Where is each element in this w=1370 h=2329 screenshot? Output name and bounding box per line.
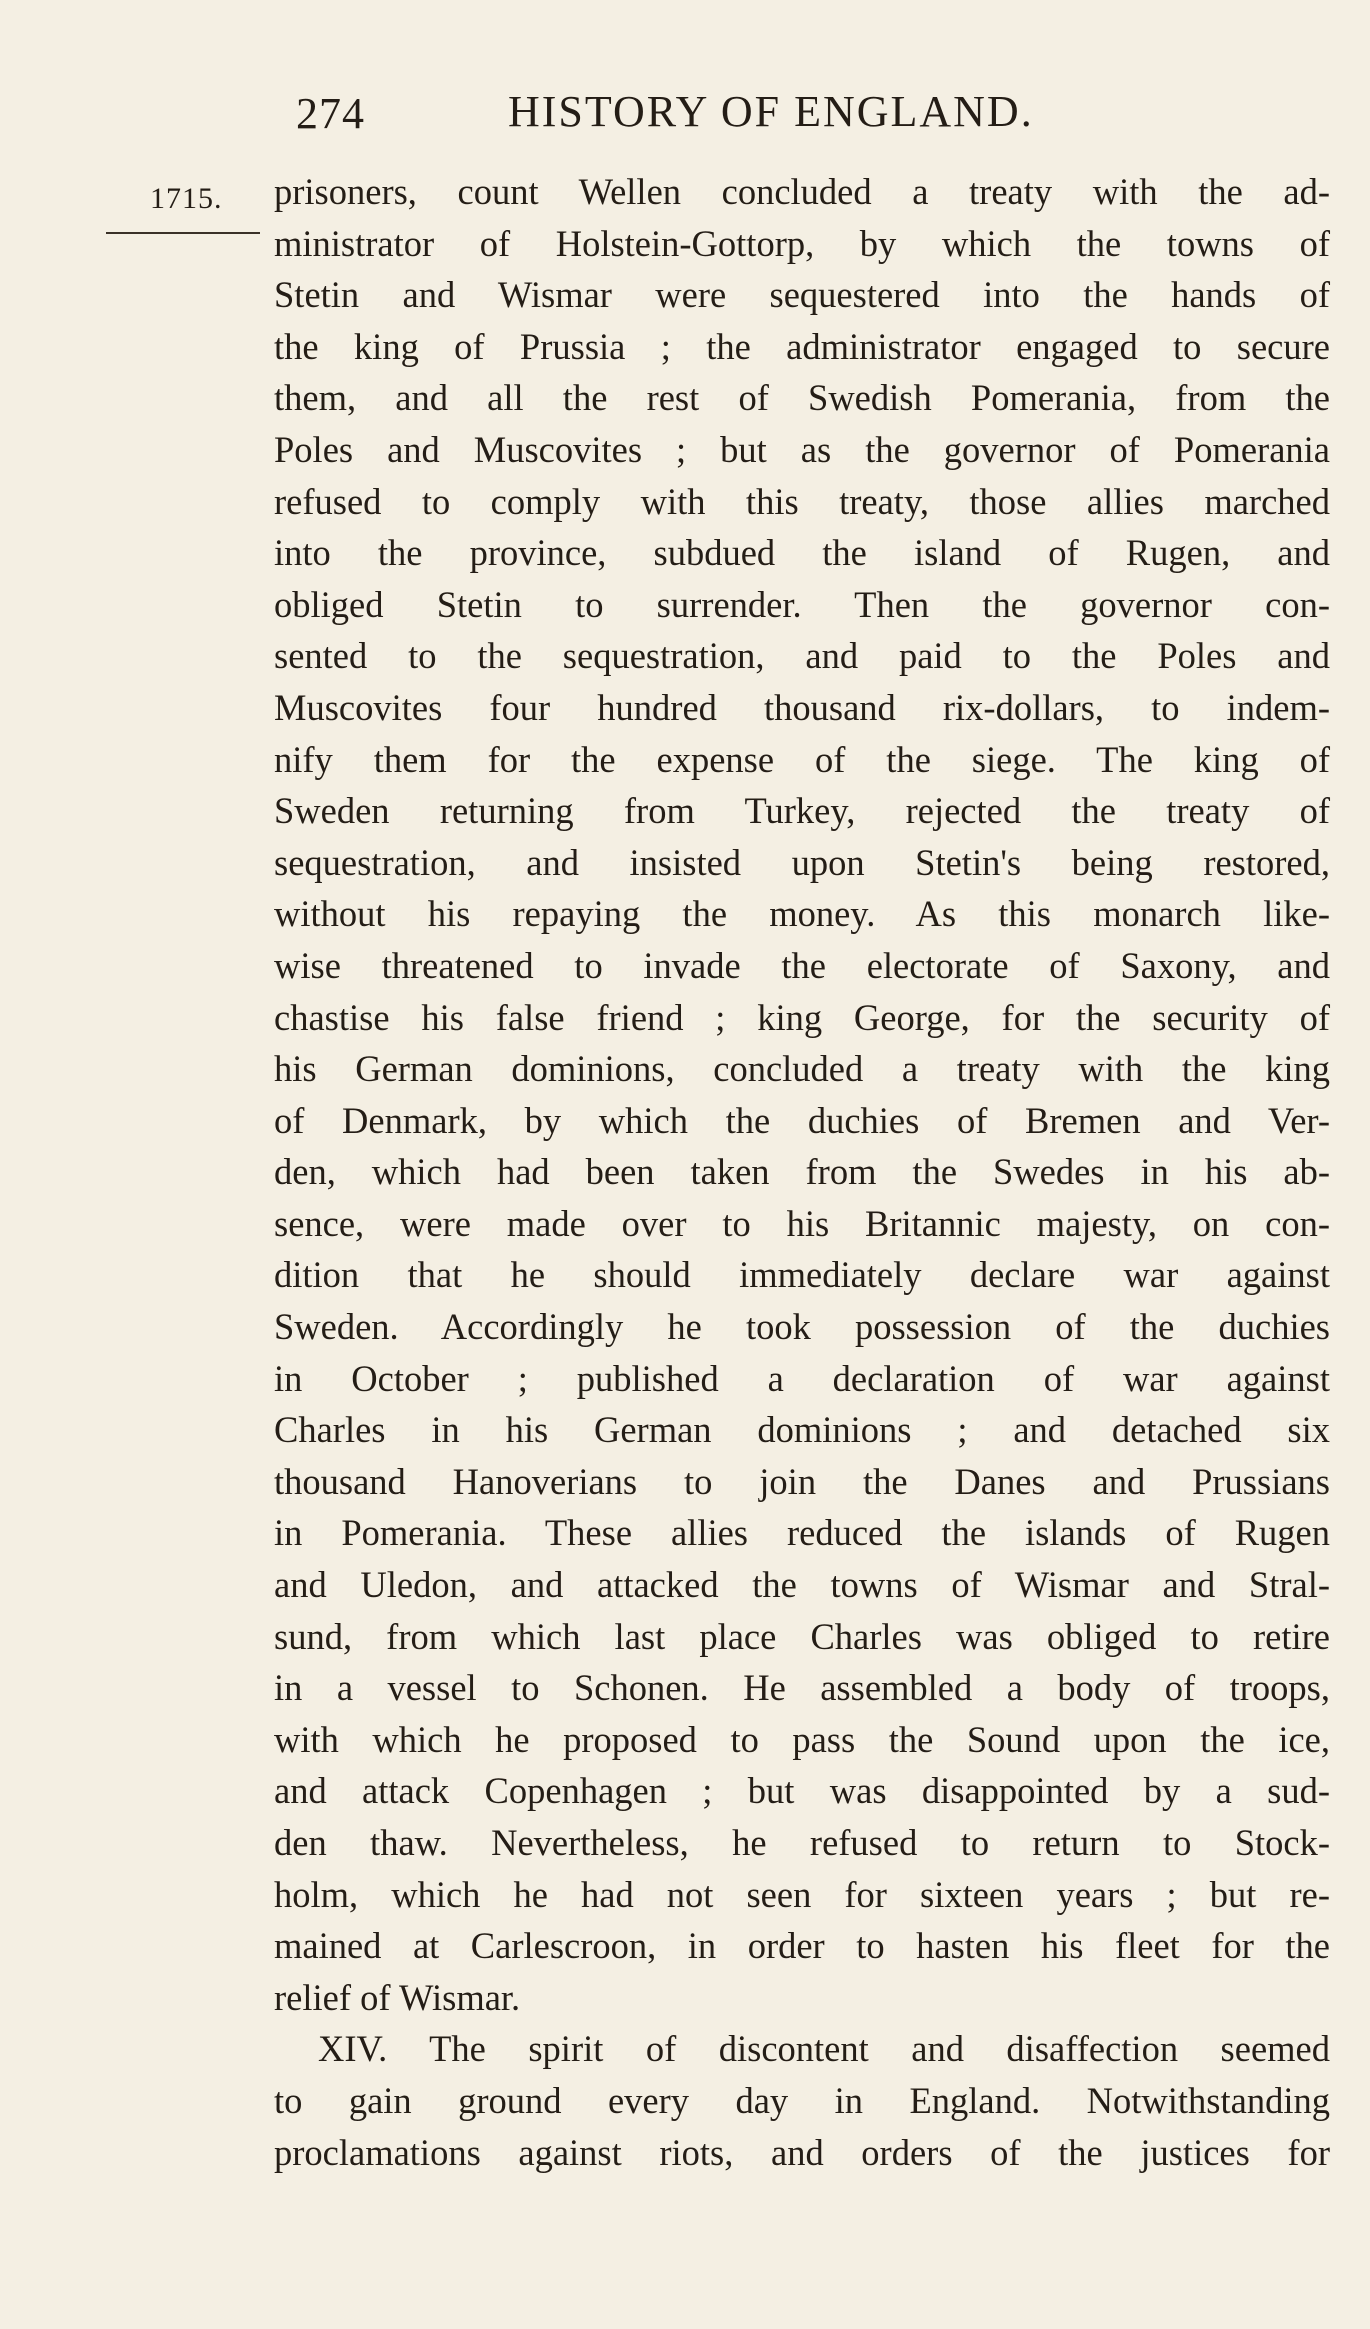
body-text: [274, 166, 1330, 2178]
text-line: in October ; published a declaration of war against: [274, 1357, 1330, 1399]
text-line: of Denmark, by which the duchies of Bremen and Ver-: [274, 1099, 1330, 1141]
text-line: Stetin and Wismar were sequestered into the hands of: [274, 274, 1330, 316]
text-line: ministrator of Holstein-Gottorp, by which the towns of: [274, 222, 1330, 264]
running-head: HISTORY OF ENGLAND.: [508, 87, 1034, 136]
text-line: in Pomerania. These allies reduced the islands of Rugen: [274, 1512, 1330, 1554]
text-line: dition that he should immediately declare war against: [274, 1254, 1330, 1296]
text-line: nify them for the expense of the siege. The king of: [274, 738, 1330, 780]
text-line: proclamations against riots, and orders of the justices for: [274, 2131, 1330, 2173]
text-line: sented to the sequestration, and paid to the Poles and: [274, 635, 1330, 677]
section-heading-line: XIV. The spirit of discontent and disaffection seemed: [318, 2028, 1330, 2070]
text-line: Muscovites four hundred thousand rix-dollars, to indem-: [274, 686, 1330, 728]
text-line: Sweden. Accordingly he took possession of the duchies: [274, 1306, 1330, 1348]
text-line: relief of Wismar.: [274, 1976, 521, 2018]
text-line: Charles in his German dominions ; and detached six: [274, 1409, 1330, 1451]
text-line: them, and all the rest of Swedish Pomerania, from the: [274, 377, 1330, 419]
text-line: Sweden returning from Turkey, rejected the treaty of: [274, 790, 1330, 832]
margin-year-note: 1715.: [150, 182, 223, 215]
text-line: without his repaying the money. As this monarch like-: [274, 893, 1330, 935]
text-line: in a vessel to Schonen. He assembled a body of troops,: [274, 1667, 1330, 1709]
text-line: den, which had been taken from the Swedes in his ab-: [274, 1151, 1330, 1193]
text-line: prisoners, count Wellen concluded a treaty with the ad-: [274, 171, 1330, 212]
text-line: den thaw. Nevertheless, he refused to return to Stock-: [274, 1822, 1330, 1863]
text-line: sence, were made over to his Britannic majesty, on con-: [274, 1202, 1330, 1244]
text-line: chastise his false friend ; king George, for the security of: [274, 996, 1330, 1038]
text-line: his German dominions, concluded a treaty with the king: [274, 1048, 1330, 1090]
text-line: thousand Hanoverians to join the Danes and Prussians: [274, 1460, 1330, 1502]
margin-rule: [106, 232, 260, 234]
text-line: mained at Carlescroon, in order to hasten his fleet for the: [274, 1925, 1330, 1967]
text-line: and Uledon, and attacked the towns of Wismar and Stral-: [274, 1564, 1330, 1606]
text-line: obliged Stetin to surrender. Then the governor con-: [274, 583, 1330, 625]
text-line: the king of Prussia ; the administrator engaged to secure: [274, 325, 1330, 367]
text-line: wise threatened to invade the electorate of Saxony, and: [274, 944, 1330, 986]
text-line: Poles and Muscovites ; but as the governor of Pomerania: [274, 428, 1330, 470]
text-line: with which he proposed to pass the Sound upon the ice,: [274, 1718, 1330, 1760]
text-line: sund, from which last place Charles was obliged to retire: [274, 1615, 1330, 1657]
text-line: refused to comply with this treaty, those allies marched: [274, 480, 1330, 522]
text-line: and attack Copenhagen ; but was disappointed by a sud-: [274, 1770, 1330, 1812]
text-line: into the province, subdued the island of Rugen, and: [274, 532, 1330, 574]
page-number: 274: [296, 89, 365, 138]
text-line: sequestration, and insisted upon Stetin's being restored,: [274, 841, 1330, 883]
text-line: to gain ground every day in England. Notwithstanding: [274, 2079, 1330, 2121]
text-line: holm, which he had not seen for sixteen years ; but re-: [274, 1873, 1330, 1915]
